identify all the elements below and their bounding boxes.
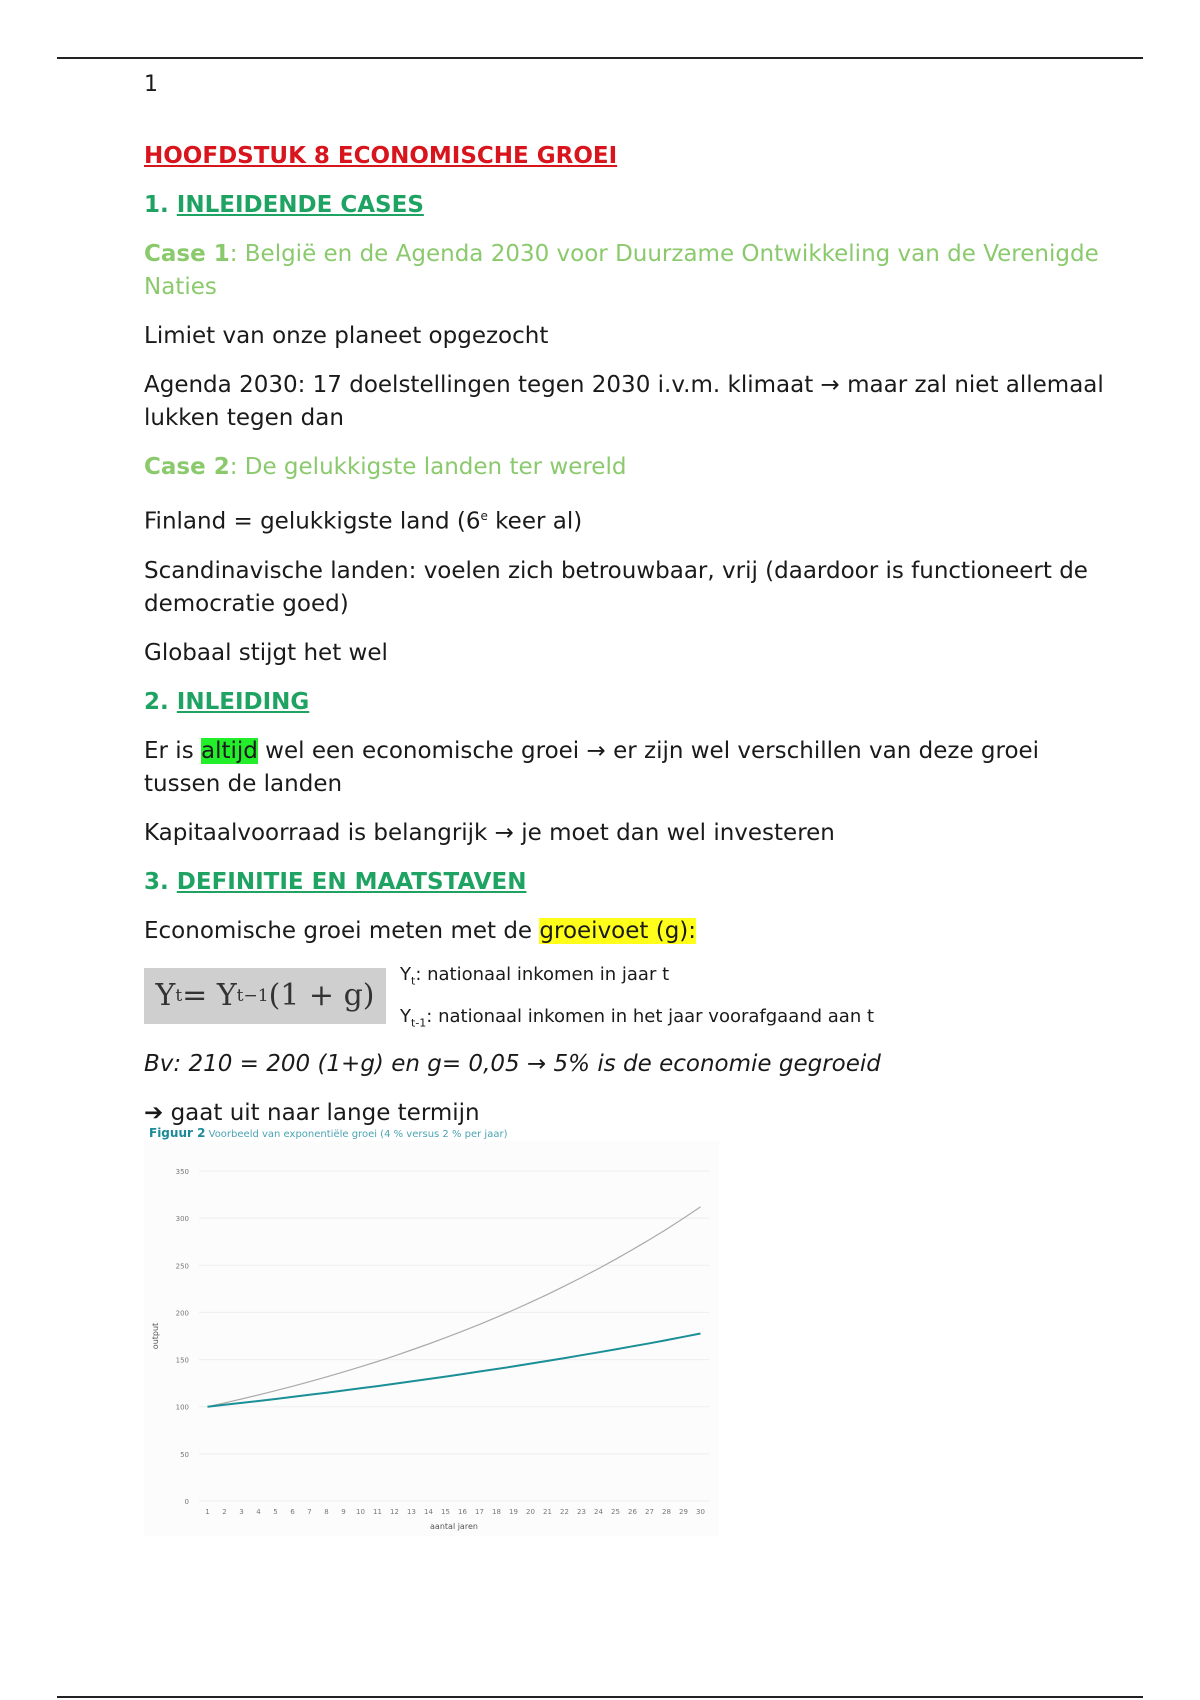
- x-tick-label: 4: [256, 1508, 261, 1516]
- formula-part: (1 + g): [268, 978, 375, 1014]
- formula-note-1: [400, 964, 669, 988]
- case-label: Case 2: [144, 454, 230, 480]
- growth-chart: [144, 1126, 719, 1536]
- x-tick-label: 9: [341, 1508, 346, 1516]
- subscript: t: [411, 974, 416, 988]
- x-tick-label: 21: [543, 1508, 552, 1516]
- x-tick-label: 16: [458, 1508, 467, 1516]
- text-run: keer al): [487, 508, 583, 535]
- y-tick-label: 100: [175, 1403, 189, 1412]
- formula-sub: t−1: [236, 985, 269, 1006]
- section-1-heading: [144, 189, 1104, 222]
- x-tick-label: 2: [222, 1508, 227, 1516]
- x-tick-label: 26: [628, 1508, 637, 1516]
- y-tick-label: 200: [175, 1309, 189, 1318]
- x-tick-label: 6: [290, 1508, 295, 1516]
- x-tick-label: 20: [526, 1508, 535, 1516]
- highlighted-text: groeivoet (g):: [539, 917, 697, 944]
- x-tick-label: 7: [307, 1508, 312, 1516]
- x-tick-label: 23: [577, 1508, 586, 1516]
- x-tick-label: 1: [205, 1508, 210, 1516]
- x-tick-label: 13: [407, 1508, 416, 1516]
- caption-label: Figuur 2: [149, 1126, 206, 1140]
- paragraph: [144, 500, 1104, 539]
- x-tick-label: 30: [696, 1508, 705, 1516]
- case-2-heading: [144, 451, 1104, 484]
- x-tick-label: 22: [560, 1508, 569, 1516]
- y-axis-label: output: [151, 1322, 160, 1350]
- example-line: Bv: 210 = 200 (1+g) en g= 0,05 → 5% is de economie gegroeid: [144, 1050, 881, 1077]
- text-run: Er is: [144, 737, 201, 764]
- section-number: 1.: [144, 192, 169, 218]
- y-tick-label: 350: [175, 1168, 189, 1176]
- x-tick-label: 27: [645, 1508, 654, 1516]
- top-rule: [57, 57, 1143, 59]
- x-tick-label: 18: [492, 1508, 501, 1516]
- formula-part: Y: [155, 978, 176, 1014]
- text-run: wel een economische groei → er zijn wel verschillen van deze groei tussen de landen: [144, 737, 1040, 797]
- case-1-heading: [144, 238, 1104, 304]
- y-tick-label: 300: [175, 1215, 189, 1224]
- x-tick-label: 3: [239, 1508, 244, 1516]
- caption-text: Voorbeeld van exponentiële groei (4 % versus 2 % per jaar): [208, 1129, 508, 1140]
- x-tick-label: 19: [509, 1508, 518, 1516]
- paragraph: Globaal stijgt het wel: [144, 639, 388, 666]
- text-run: : nationaal inkomen in het jaar voorafgaand aan t: [426, 1005, 875, 1027]
- subscript: t-1: [411, 1016, 427, 1030]
- x-tick-label: 25: [611, 1508, 620, 1516]
- chart-background: [144, 1141, 719, 1536]
- formula-part: = Y: [182, 978, 237, 1014]
- case-label: Case 1: [144, 241, 230, 267]
- bottom-rule: [57, 1696, 1143, 1698]
- section-2-heading: [144, 686, 1104, 719]
- text-run: Y: [400, 1005, 411, 1027]
- paragraph: ➔ gaat uit naar lange termijn: [144, 1099, 480, 1126]
- x-tick-label: 11: [373, 1508, 382, 1516]
- case-text: : De gelukkigste landen ter wereld: [229, 454, 627, 480]
- highlighted-text: altijd: [200, 737, 258, 764]
- formula-note-2: [400, 1006, 874, 1030]
- x-tick-label: 14: [424, 1508, 433, 1516]
- chapter-title: HOOFDSTUK 8 ECONOMISCHE GROEI: [144, 143, 618, 169]
- x-tick-label: 5: [273, 1508, 278, 1516]
- section-number: 2.: [144, 688, 169, 715]
- figure-2: [144, 1126, 719, 1536]
- x-tick-label: 17: [475, 1508, 484, 1516]
- section-title: DEFINITIE EN MAATSTAVEN: [176, 868, 527, 895]
- x-tick-label: 10: [356, 1508, 365, 1516]
- paragraph: [144, 735, 1104, 801]
- y-tick-label: 0: [184, 1498, 189, 1506]
- x-tick-label: 15: [441, 1508, 450, 1516]
- text-run: Y: [400, 963, 411, 985]
- case-text: : België en de Agenda 2030 voor Duurzame Ontwikkeling van de Verenigde Naties: [144, 241, 1099, 300]
- text-run: : nationaal inkomen in jaar t: [415, 963, 670, 985]
- x-tick-label: 12: [390, 1508, 399, 1516]
- superscript: e: [480, 509, 488, 523]
- document-body: [144, 140, 1104, 1146]
- section-title: INLEIDENDE CASES: [176, 192, 424, 218]
- y-tick-label: 250: [175, 1262, 189, 1271]
- formula-sub: t: [175, 985, 183, 1006]
- section-title: INLEIDING: [176, 688, 310, 715]
- x-axis-label: aantal jaren: [430, 1522, 478, 1531]
- x-tick-label: 8: [324, 1508, 329, 1516]
- y-tick-label: 50: [180, 1450, 189, 1459]
- section-number: 3.: [144, 868, 169, 895]
- text-run: Economische groei meten met de: [144, 917, 540, 944]
- x-tick-label: 28: [662, 1508, 671, 1516]
- x-tick-label: 24: [594, 1508, 603, 1516]
- formula-block: [144, 964, 1104, 1034]
- paragraph: Agenda 2030: 17 doelstellingen tegen 2030 i.v.m. klimaat → maar zal niet allemaal lukken tegen dan: [144, 372, 1104, 431]
- section-3-heading: [144, 866, 1104, 899]
- paragraph: Scandinavische landen: voelen zich betrouwbaar, vrij (daardoor is functioneert de democratie goed): [144, 557, 1088, 617]
- page-number: 1: [144, 72, 158, 97]
- y-tick-label: 150: [175, 1356, 189, 1365]
- text-run: Finland = gelukkigste land (6: [144, 508, 481, 535]
- x-tick-label: 29: [679, 1508, 688, 1516]
- paragraph: Limiet van onze planeet opgezocht: [144, 323, 549, 349]
- paragraph: [144, 915, 1104, 948]
- paragraph: Kapitaalvoorraad is belangrijk → je moet dan wel investeren: [144, 819, 835, 846]
- growth-formula: [144, 968, 386, 1024]
